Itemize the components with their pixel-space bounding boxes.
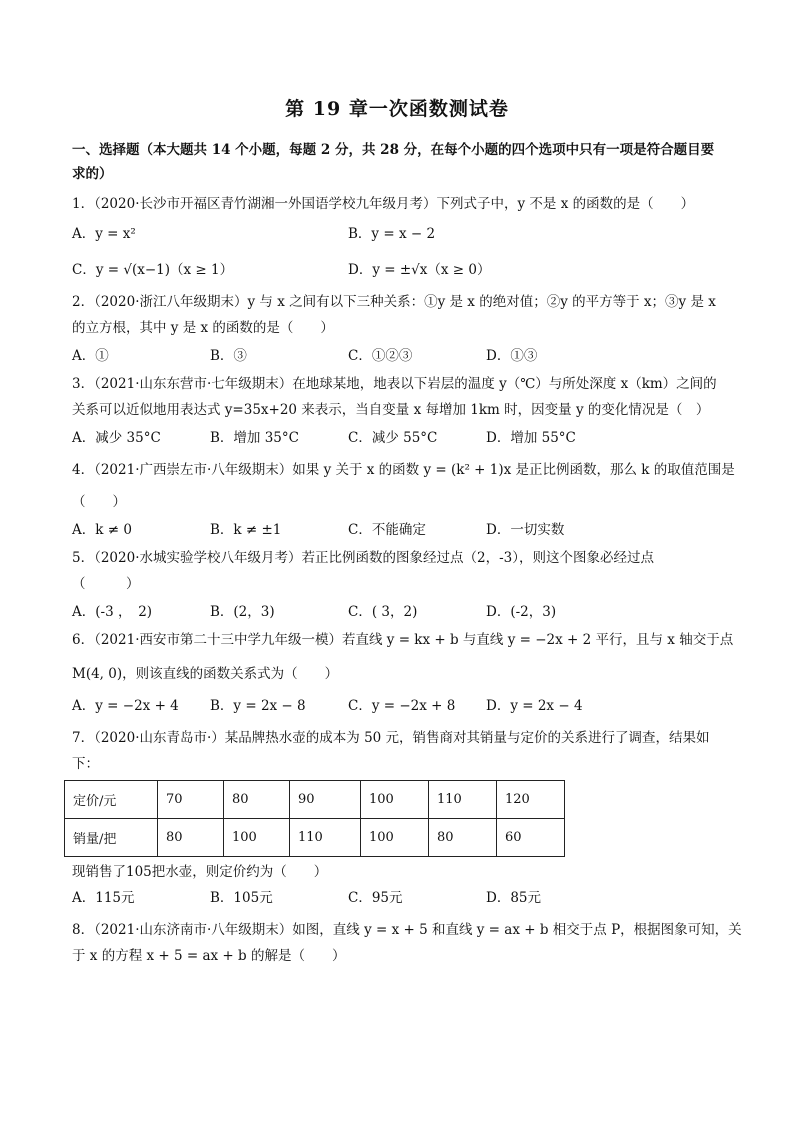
q3-option-a: A．减少 35°C bbox=[72, 430, 161, 446]
question-4-text-line-1: 4．（2021·广西崇左市·八年级期末）如果 y 关于 x 的函数 y = (k² + 1)x 是正比例函数，那么 k 的取值范围是 bbox=[72, 462, 735, 478]
question-7-text-line-2: 下： bbox=[72, 756, 99, 772]
q2-option-c: C．①②③ bbox=[348, 348, 413, 364]
q7-option-d: D．85元 bbox=[486, 890, 542, 906]
q2-option-d: D．①③ bbox=[486, 348, 538, 364]
table-cell: 定价/元 bbox=[65, 781, 158, 819]
q4-option-a: A．k ≠ 0 bbox=[72, 522, 132, 538]
question-4-text-line-2: （ ） bbox=[72, 494, 126, 510]
question-2-text-line-1: 2．（2020·浙江八年级期末）y 与 x 之间有以下三种关系：①y 是 x 的绝对值；②y 的平方等于 x；③y 是 x bbox=[72, 294, 716, 310]
table-cell: 110 bbox=[429, 781, 497, 819]
question-8-text-line-2: 于 x 的方程 x + 5 = ax + b 的解是（ ） bbox=[72, 948, 346, 964]
table-row bbox=[65, 781, 565, 819]
q1-option-a: A．y = x² bbox=[72, 226, 136, 242]
q3-option-c: C．减少 55°C bbox=[348, 430, 438, 446]
question-1-text: 1．（2020·长沙市开福区青竹湖湘一外国语学校九年级月考）下列式子中，y 不是 x 的函数的是（ ） bbox=[72, 196, 695, 212]
question-7-followup: 现销售了105把水壶，则定价约为（ ） bbox=[72, 864, 328, 880]
question-7-text-line-1: 7．（2020·山东青岛市·）某品牌热水壶的成本为 50 元，销售商对其销量与定价的关系进行了调查，结果如 bbox=[72, 730, 710, 746]
q1-option-d: D．y = ±√x（x ≥ 0） bbox=[348, 262, 491, 278]
table-cell: 120 bbox=[497, 781, 565, 819]
q6-option-c: C．y = −2x + 8 bbox=[348, 698, 456, 714]
table-cell: 销量/把 bbox=[65, 819, 158, 857]
q7-option-c: C．95元 bbox=[348, 890, 403, 906]
question-5-text-line-2: （ ） bbox=[72, 576, 140, 592]
section-heading-line-1: 一、选择题（本大题共 14 个小题，每题 2 分，共 28 分，在每个小题的四个选项中只有一项是符合题目要 bbox=[72, 142, 715, 158]
table-cell: 110 bbox=[290, 819, 361, 857]
q6-option-b: B．y = 2x − 8 bbox=[210, 698, 306, 714]
table-row bbox=[65, 819, 565, 857]
q1-option-c: C．y = √(x−1)（x ≥ 1） bbox=[72, 262, 234, 278]
table-cell: 90 bbox=[290, 781, 361, 819]
q1-option-b: B．y = x − 2 bbox=[348, 226, 436, 242]
q7-option-a: A．115元 bbox=[72, 890, 135, 906]
table-cell: 80 bbox=[224, 781, 290, 819]
q5-option-a: A．(-3 ， 2) bbox=[72, 604, 153, 620]
question-3-text-line-1: 3．（2021·山东东营市·七年级期末）在地球某地，地表以下岩层的温度 y（℃）与所处深度 x（km）之间的 bbox=[72, 376, 717, 392]
question-2-text-line-2: 的立方根，其中 y 是 x 的函数的是（ ） bbox=[72, 320, 334, 336]
section-heading-line-2: 求的） bbox=[72, 166, 113, 182]
table-cell: 100 bbox=[361, 819, 429, 857]
q6-option-a: A．y = −2x + 4 bbox=[72, 698, 179, 714]
q5-option-b: B．(2，3) bbox=[210, 604, 275, 620]
q3-option-b: B．增加 35°C bbox=[210, 430, 299, 446]
q2-option-b: B．③ bbox=[210, 348, 247, 364]
page-title: 第 19 章一次函数测试卷 bbox=[285, 98, 509, 120]
question-5-text-line-1: 5．（2020·水城实验学校八年级月考）若正比例函数的图象经过点（2，-3），则这个图象必经过点 bbox=[72, 550, 654, 566]
q4-option-b: B．k ≠ ±1 bbox=[210, 522, 282, 538]
table-cell: 80 bbox=[158, 819, 224, 857]
question-8-text-line-1: 8．（2021·山东济南市·八年级期末）如图，直线 y = x + 5 和直线 y = ax + b 相交于点 P，根据图象可知，关 bbox=[72, 922, 742, 938]
question-6-text-line-1: 6．（2021·西安市第二十三中学九年级一模）若直线 y = kx + b 与直线 y = −2x + 2 平行，且与 x 轴交于点 bbox=[72, 632, 734, 648]
question-3-text-line-2: 关系可以近似地用表达式 y=35x+20 来表示，当自变量 x 每增加 1km 时，因变量 y 的变化情况是（ ） bbox=[72, 402, 710, 418]
q2-option-a: A．① bbox=[72, 348, 109, 364]
table-cell: 100 bbox=[361, 781, 429, 819]
price-sales-table bbox=[64, 780, 565, 857]
q5-option-d: D．(-2，3) bbox=[486, 604, 557, 620]
table-cell: 60 bbox=[497, 819, 565, 857]
q6-option-d: D．y = 2x − 4 bbox=[486, 698, 583, 714]
q4-option-d: D．一切实数 bbox=[486, 522, 565, 538]
q3-option-d: D．增加 55°C bbox=[486, 430, 576, 446]
table-cell: 100 bbox=[224, 819, 290, 857]
q7-option-b: B．105元 bbox=[210, 890, 273, 906]
question-6-text-line-2: M(4, 0)，则该直线的函数关系式为（ ） bbox=[72, 666, 339, 682]
table-cell: 70 bbox=[158, 781, 224, 819]
q4-option-c: C．不能确定 bbox=[348, 522, 426, 538]
table-cell: 80 bbox=[429, 819, 497, 857]
q5-option-c: C．( 3，2) bbox=[348, 604, 418, 620]
